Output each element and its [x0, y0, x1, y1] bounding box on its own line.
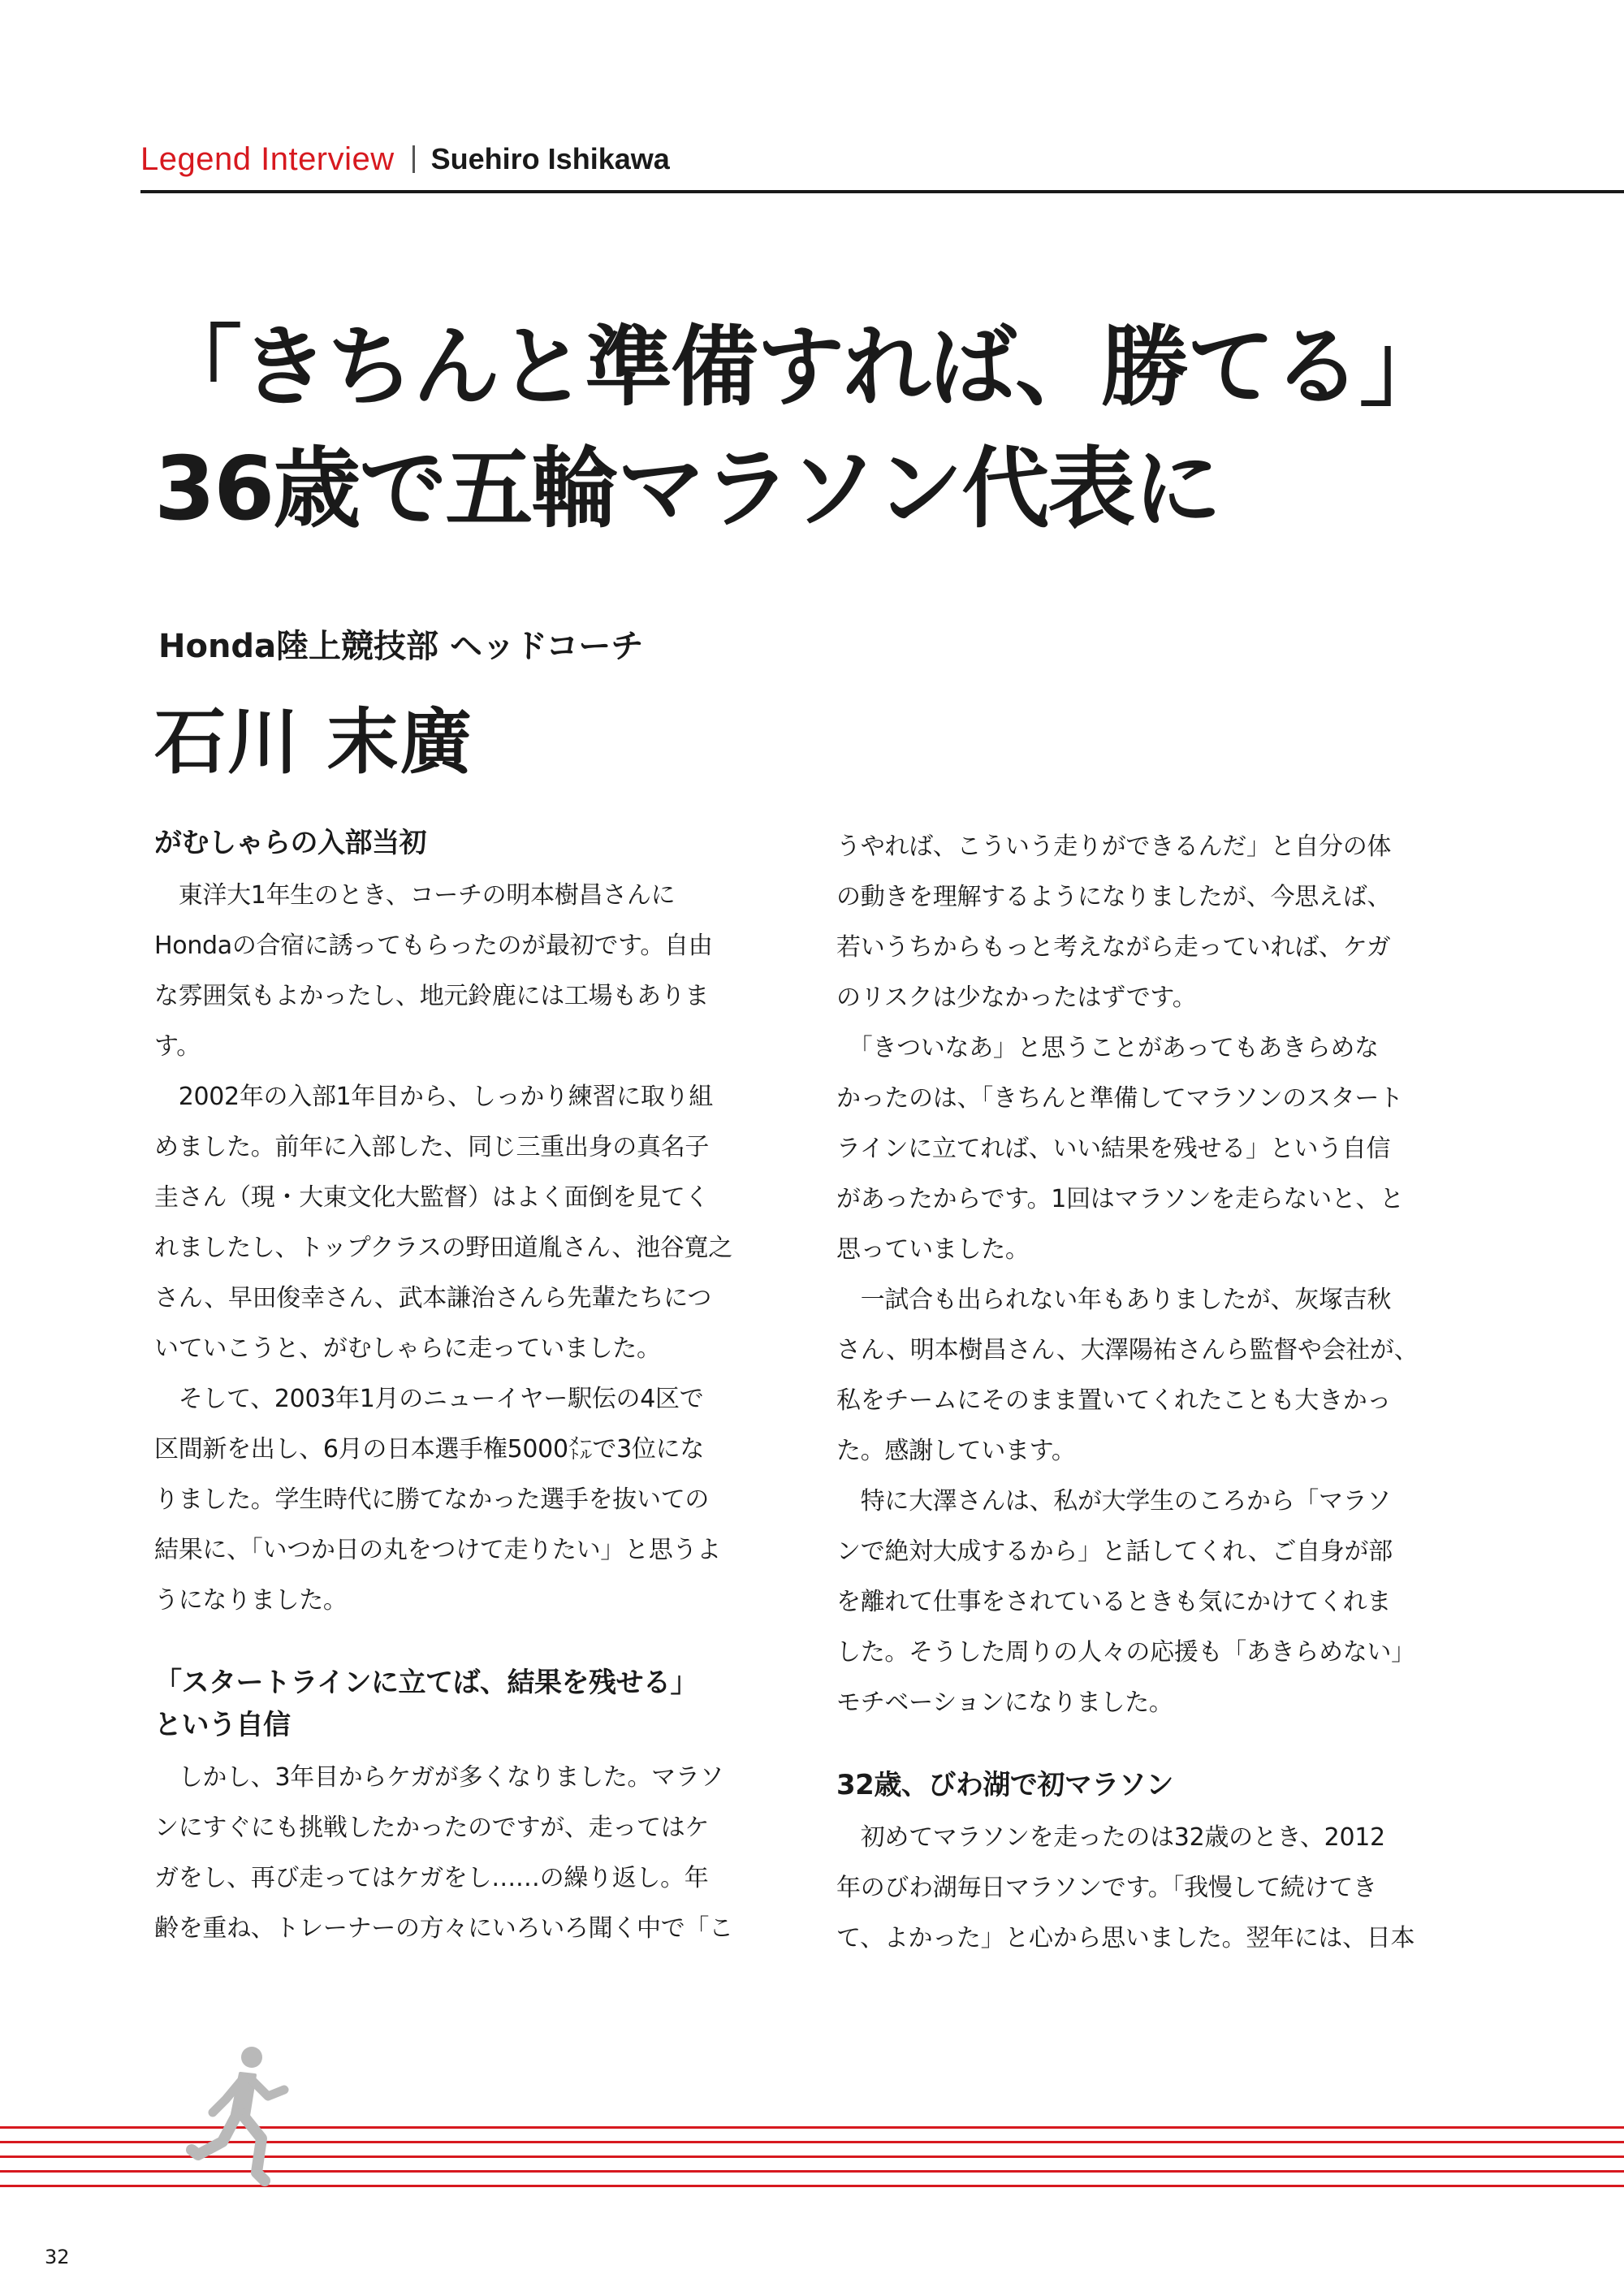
header-divider — [412, 145, 415, 173]
header-rule — [140, 190, 1624, 193]
body-line: うになりました。 — [154, 1586, 348, 1615]
body-line: いていこうと、がむしゃらに走っていました。 — [154, 1334, 661, 1363]
body-line: 結果に、「いつか日の丸をつけて走りたい」と思うよ — [154, 1536, 721, 1564]
page-header — [140, 135, 670, 184]
series-title: Legend Interview — [140, 141, 395, 177]
runner-silhouette-icon — [184, 2043, 289, 2205]
body-line: す。 — [154, 1032, 201, 1061]
body-line: た。感謝しています。 — [836, 1437, 1076, 1465]
section-heading-1: がむしゃらの入部当初 — [154, 827, 426, 859]
section-heading-2-line-2: という自信 — [154, 1709, 291, 1741]
body-line: めました。前年に入部した、同じ三重出身の真名子 — [154, 1133, 710, 1161]
body-line: 初めてマラソンを走ったのは32歳のとき、2012 — [836, 1823, 1385, 1852]
body-line: 2002年の入部1年目から、しっかり練習に取り組 — [154, 1083, 713, 1111]
body-line: りました。学生時代に勝てなかった選手を抜いての — [154, 1485, 710, 1514]
subject-name: 石川 末廣 — [154, 700, 473, 784]
body-line: 一試合も出られない年もありましたが、灰塚吉秋 — [836, 1286, 1392, 1314]
body-line: ガをし、再び走ってはケガをし……の繰り返し。年 — [154, 1864, 709, 1892]
section-heading-2-line-1: 「スタートラインに立てば、結果を残せる」 — [154, 1667, 698, 1699]
body-line: 特に大澤さんは、私が大学生のころから「マラソ — [836, 1487, 1392, 1516]
body-line: ンにすぐにも挑戦したかったのですが、走ってはケ — [154, 1814, 710, 1842]
body-line: 圭さん（現・大東文化大監督）はよく面倒を見てく — [154, 1183, 710, 1212]
body-line: Hondaの合宿に誘ってもらったのが最初です。自由 — [154, 932, 713, 960]
headline-line-2: 36歳で五輪マラソン代表に — [154, 439, 1220, 540]
body-line: うやれば、こういう走りができるんだ」と自分の体 — [836, 832, 1392, 861]
body-line: の動きを理解するようになりましたが、今思えば、 — [836, 883, 1392, 911]
body-line: しかし、3年目からケガが多くなりました。マラソ — [154, 1763, 724, 1792]
headline-line-1: 「きちんと準備すれば、勝てる」 — [154, 317, 1446, 418]
body-line: ンで絶対大成するから」と話してくれ、ご自身が部 — [836, 1537, 1393, 1566]
body-line: 「きついなあ」と思うことがあってもあきらめな — [836, 1034, 1379, 1062]
body-line: れましたし、トップクラスの野田道胤さん、池谷寛之 — [154, 1234, 732, 1262]
body-line: のリスクは少なかったはずです。 — [836, 984, 1197, 1012]
page-number: 32 — [45, 2246, 70, 2268]
right-column — [836, 822, 1445, 1964]
body-line: な雰囲気もよかったし、地元鈴鹿には工場もありま — [154, 982, 710, 1010]
body-line: さん、早田俊幸さん、武本謙治さんら先輩たちにつ — [154, 1284, 712, 1312]
interviewee-romaji: Suehiro Ishikawa — [430, 142, 670, 175]
body-line: て、よかった」と心から思いました。翌年には、日本 — [836, 1924, 1415, 1952]
body-line: モチベーションになりました。 — [836, 1688, 1173, 1717]
body-line: そして、2003年1月のニューイヤー駅伝の4区で — [154, 1385, 704, 1413]
headline — [154, 307, 1445, 551]
body-line: があったからです。1回はマラソンを走らないと、と — [836, 1185, 1404, 1213]
section-heading-3: 32歳、びわ湖で初マラソン — [836, 1769, 1173, 1801]
body-line: 思っていました。 — [836, 1235, 1030, 1264]
body-line: 東洋大1年生のとき、コーチの明本樹昌さんに — [154, 881, 676, 910]
body-line: 私をチームにそのまま置いてくれたことも大きかっ — [836, 1386, 1392, 1415]
body-line: した。そうした周りの人々の応援も「あきらめない」 — [836, 1638, 1415, 1667]
body-line: ラインに立てれば、いい結果を残せる」という自信 — [836, 1135, 1391, 1163]
left-column — [154, 822, 763, 1954]
body-line: さん、明本樹昌さん、大澤陽祐さんら監督や会社が、 — [836, 1336, 1419, 1364]
body-line: 区間新を出し、6月の日本選手権5000㍍で3位にな — [154, 1435, 705, 1464]
body-line: を離れて仕事をされているときも気にかけてくれま — [836, 1588, 1392, 1616]
subject-affiliation: Honda陸上競技部 ヘッドコーチ — [158, 628, 644, 665]
body-line: 若いうちからもっと考えながら走っていれば、ケガ — [836, 933, 1391, 962]
body-line: 齢を重ね、トレーナーの方々にいろいろ聞く中で「こ — [154, 1914, 733, 1943]
body-line: かったのは、「きちんと準備してマラソンのスタート — [836, 1084, 1403, 1113]
body-line: 年のびわ湖毎日マラソンです。「我慢して続けてき — [836, 1874, 1377, 1902]
